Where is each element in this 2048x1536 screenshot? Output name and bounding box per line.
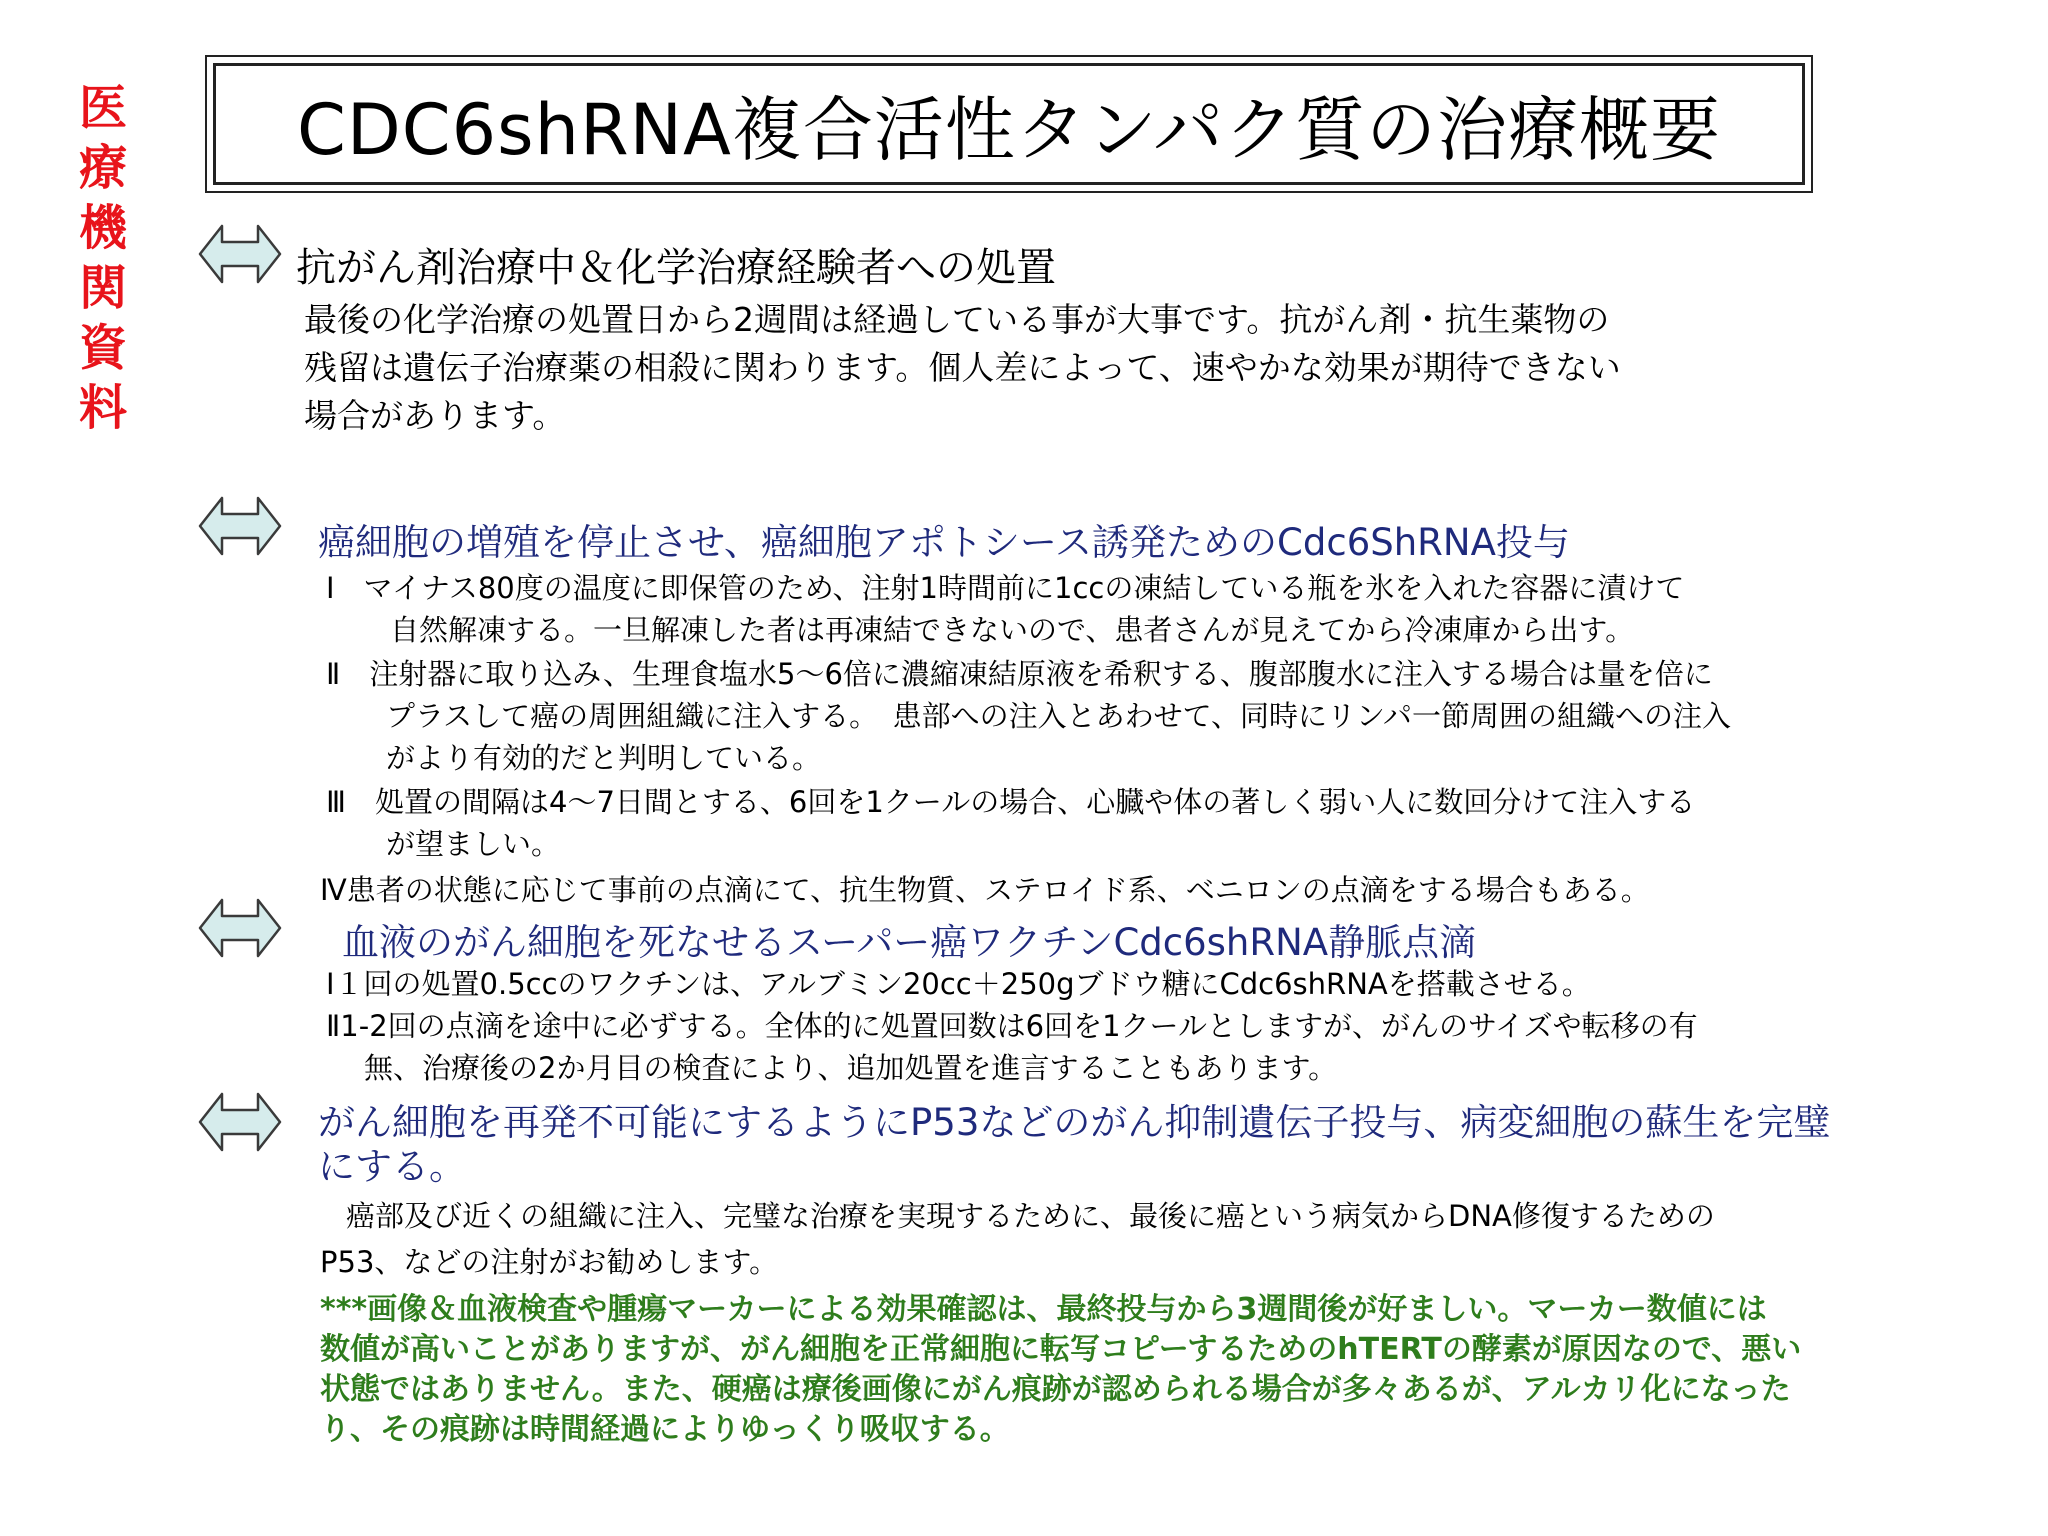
title-box-inner — [213, 63, 1805, 185]
section2-line: 自然解凍する。一旦解凍した者は再凍結できないので、患者さんが見えてから冷凍庫から出す。 — [390, 613, 1635, 647]
section2-line: Ⅱ 注射器に取り込み、生理食塩水5～6倍に濃縮凍結原液を希釈する、腹部腹水に注入する場合は量を倍に — [326, 657, 1713, 691]
section3-line: 無、治療後の2か月目の検査により、追加処置を進言することもあります。 — [364, 1051, 1338, 1085]
side-label-char: 医 — [78, 80, 127, 136]
double-arrow-icon — [198, 1090, 282, 1154]
section2-line: Ⅲ 処置の間隔は4～7日間とする、6回を1クールの場合、心臓や体の著しく弱い人に数回分けて注入する — [326, 785, 1696, 819]
section4-line: 癌部及び近くの組織に注入、完璧な治療を実現するために、最後に癌という病気からDNA修復するための — [346, 1199, 1715, 1233]
note-line: 状態ではありません。また、硬癌は療後画像にがん痕跡が認められる場合が多々あるが、アルカリ化になった — [320, 1372, 1791, 1407]
double-arrow-icon — [198, 896, 282, 960]
section1-line: 場合があります。 — [304, 396, 566, 435]
title-box — [205, 55, 1813, 193]
section1-line: 最後の化学治療の処置日から2週間は経過している事が大事です。抗がん剤・抗生薬物の — [304, 300, 1610, 339]
side-label — [78, 78, 128, 438]
section4-heading: にする。 — [318, 1145, 466, 1188]
double-arrow-icon — [198, 494, 282, 558]
side-label-char: 機 — [78, 200, 127, 256]
side-label-char: 関 — [78, 260, 127, 316]
section3-line: Ⅰ１回の処置0.5ccのワクチンは、アルブミン20cc＋250gブドウ糖にCdc6shRNAを搭載させる。 — [326, 967, 1591, 1001]
section3-line: Ⅱ1-2回の点滴を途中に必ずする。全体的に処置回数は6回を1クールとしますが、がんのサイズや転移の有 — [326, 1009, 1698, 1043]
double-arrow-icon — [198, 222, 282, 286]
side-label-char: 資 — [78, 320, 127, 376]
note-line: り、その痕跡は時間経過によりゆっくり吸収する。 — [320, 1412, 1010, 1447]
side-label-char: 料 — [78, 380, 127, 436]
section2-line: が望ましい。 — [386, 827, 561, 861]
section2-line: プラスして癌の周囲組織に注入する。 患部への注入とあわせて、同時にリンパ一節周囲の組織への注入 — [386, 699, 1732, 733]
side-label-char: 療 — [78, 140, 127, 196]
section1-line: 残留は遺伝子治療薬の相殺に関わります。個人差によって、速やかな効果が期待できない — [304, 348, 1621, 387]
section2-heading: 癌細胞の増殖を停止させ、癌細胞アポトシース誘発ためのCdc6ShRNA投与 — [318, 521, 1570, 564]
section3-heading: 血液のがん細胞を死なせるスーパー癌ワクチンCdc6shRNA静脈点滴 — [342, 921, 1477, 964]
section1-heading: 抗がん剤治療中＆化学治療経験者への処置 — [296, 245, 1056, 291]
note-line: 数値が高いことがありますが、がん細胞を正常細胞に転写コピーするためのhTERTの酵素が原因なので、悪い — [320, 1332, 1802, 1367]
section4-line: P53、などの注射がお勧めします。 — [320, 1245, 779, 1279]
section2-line: Ⅰ マイナス80度の温度に即保管のため、注射1時間前に1ccの凍結している瓶を氷を入れた容器に漬けて — [326, 571, 1685, 605]
section2-line: Ⅳ患者の状態に応じて事前の点滴にて、抗生物質、ステロイド系、ベニロンの点滴をする場合もある。 — [320, 873, 1650, 907]
section4-heading: がん細胞を再発不可能にするようにP53などのがん抑制遺伝子投与、病変細胞の蘇生を完璧 — [318, 1101, 1831, 1144]
page-title: CDC6shRNA複合活性タンパク質の治療概要 — [296, 88, 1721, 171]
note-line: ***画像＆血液検査や腫瘍マーカーによる効果確認は、最終投与から3週間後が好ましい。マーカー数値には — [320, 1292, 1767, 1327]
section2-line: がより有効的だと判明している。 — [386, 741, 822, 775]
